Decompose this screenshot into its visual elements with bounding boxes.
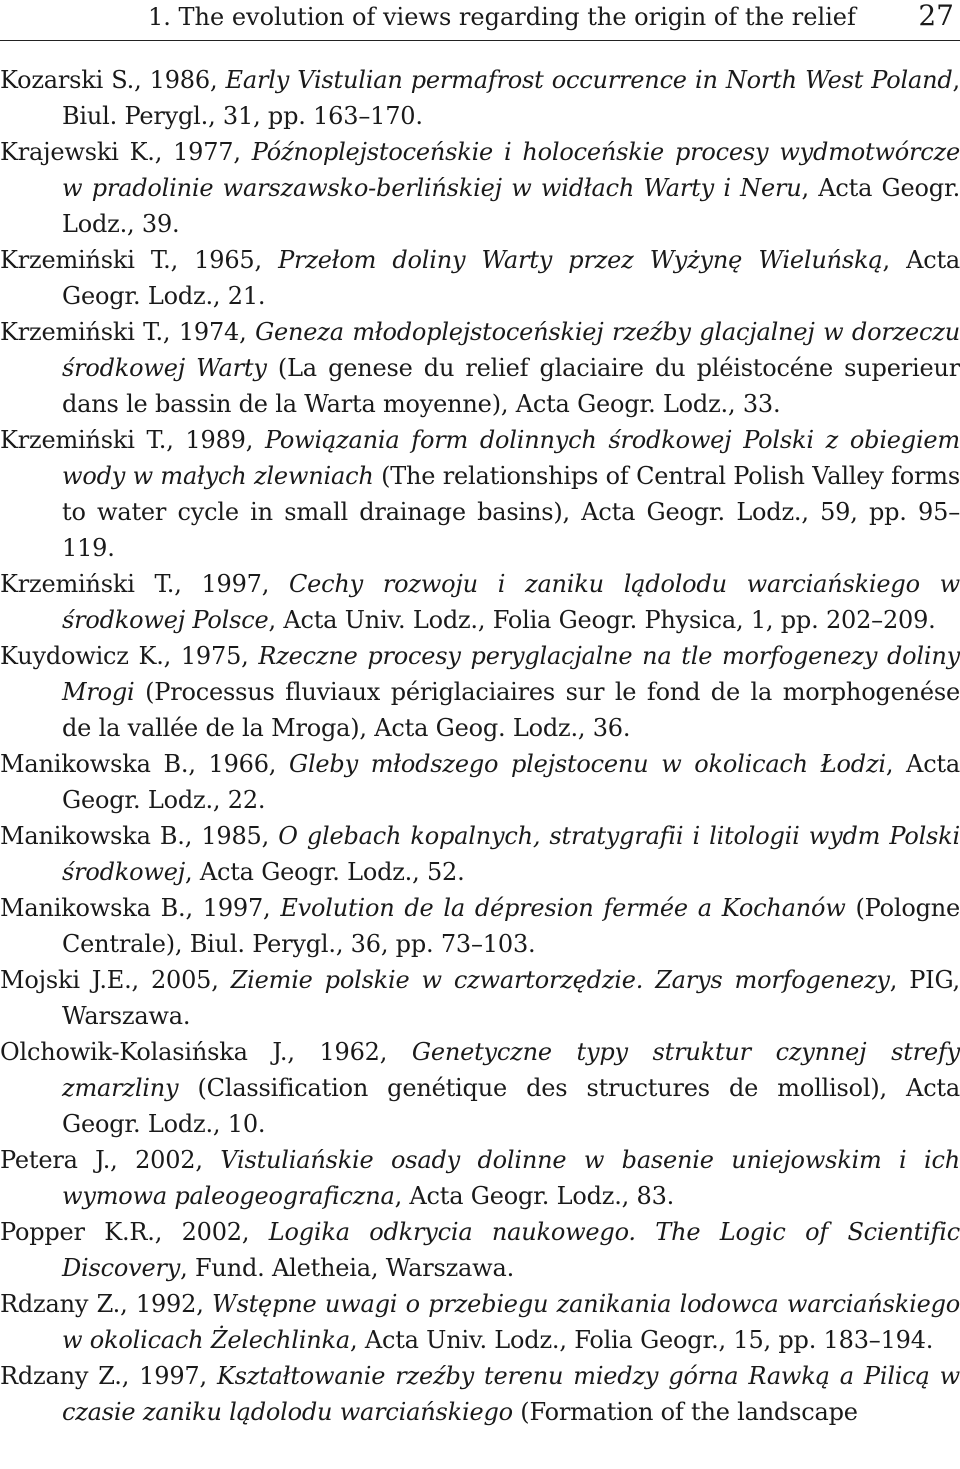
reference-entry: Manikowska B., 1985, O glebach kopalnych, stratygrafii i litologii wydm Polski środkowej, Acta Geogr. Lodz., 52. bbox=[0, 822, 960, 886]
reference-entry: Krajewski K., 1977, Późnoplejstoceńskie i holoceńskie procesy wydmotwórcze w pradolinie warszawsko-berlińskiej w widłach Warty i Neru, Acta Geogr. Lodz., 39. bbox=[0, 138, 960, 238]
reference-entry: Krzemiński T., 1965, Przełom doliny Warty przez Wyżynę Wieluńską, Acta Geogr. Lodz., 21. bbox=[0, 246, 960, 310]
reference-entry: Krzemiński T., 1997, Cechy rozwoju i zaniku lądolodu warciańskiego w środkowej Polsce, Acta Univ. Lodz., Folia Geogr. Physica, 1, pp. 202–209. bbox=[0, 570, 960, 634]
reference-entry: Olchowik-Kolasińska J., 1962, Genetyczne typy struktur czynnej strefy zmarzliny (Classification genétique des structures de mollisol), Acta Geogr. Lodz., 10. bbox=[0, 1038, 960, 1138]
reference-entry: Rdzany Z., 1992, Wstępne uwagi o przebiegu zanikania lodowca warciańskiego w okolicach Żelechlinka, Acta Univ. Lodz., Folia Geogr., 15, pp. 183–194. bbox=[0, 1290, 960, 1354]
reference-entry: Petera J., 2002, Vistuliańskie osady dolinne w basenie uniejowskim i ich wymowa paleogeograficzna, Acta Geogr. Lodz., 83. bbox=[0, 1146, 960, 1210]
chapter-title: 1. The evolution of views regarding the origin of the relief bbox=[148, 3, 856, 31]
reference-entry: Krzemiński T., 1974, Geneza młodoplejstoceńskiej rzeźby glacjalnej w dorzeczu środkowej Warty (La genese du relief glaciaire du pléistocéne superieur dans le bassin de la Warta moyenne), Acta Geogr. Lodz., 33. bbox=[0, 318, 960, 418]
reference-entry: Popper K.R., 2002, Logika odkrycia naukowego. The Logic of Scientific Discovery, Fund. Aletheia, Warszawa. bbox=[0, 1218, 960, 1282]
reference-entry: Krzemiński T., 1989, Powiązania form dolinnych środkowej Polski z obiegiem wody w małych zlewniach (The relationships of Central Polish Valley forms to water cycle in small drainage basins), Acta Geogr. Lodz., 59, pp. 95–119. bbox=[0, 426, 960, 562]
page-number: 27 bbox=[918, 0, 954, 32]
reference-entry: Kozarski S., 1986, Early Vistulian permafrost occurrence in North West Poland, Biul. Perygl., 31, pp. 163–170. bbox=[0, 66, 960, 130]
reference-entry: Rdzany Z., 1997, Kształtowanie rzeźby terenu miedzy górna Rawką a Pilicą w czasie zaniku lądolodu warciańskiego (Formation of the landscape bbox=[0, 1362, 960, 1426]
reference-entry: Manikowska B., 1966, Gleby młodszego plejstocenu w okolicach Łodzi, Acta Geogr. Lodz., 22. bbox=[0, 750, 960, 814]
running-header bbox=[0, 0, 960, 41]
reference-entry: Mojski J.E., 2005, Ziemie polskie w czwartorzędzie. Zarys morfogenezy, PIG, Warszawa. bbox=[0, 966, 960, 1030]
reference-entry: Kuydowicz K., 1975, Rzeczne procesy peryglacjalne na tle morfogenezy doliny Mrogi (Processus fluviaux périglaciaires sur le fond de la morphogenése de la vallée de la Mroga), Acta Geog. Lodz., 36. bbox=[0, 642, 960, 742]
reference-list bbox=[0, 62, 960, 1430]
reference-entry: Manikowska B., 1997, Evolution de la dépresion fermée a Kochanów (Pologne Centrale), Biul. Perygl., 36, pp. 73–103. bbox=[0, 894, 960, 958]
